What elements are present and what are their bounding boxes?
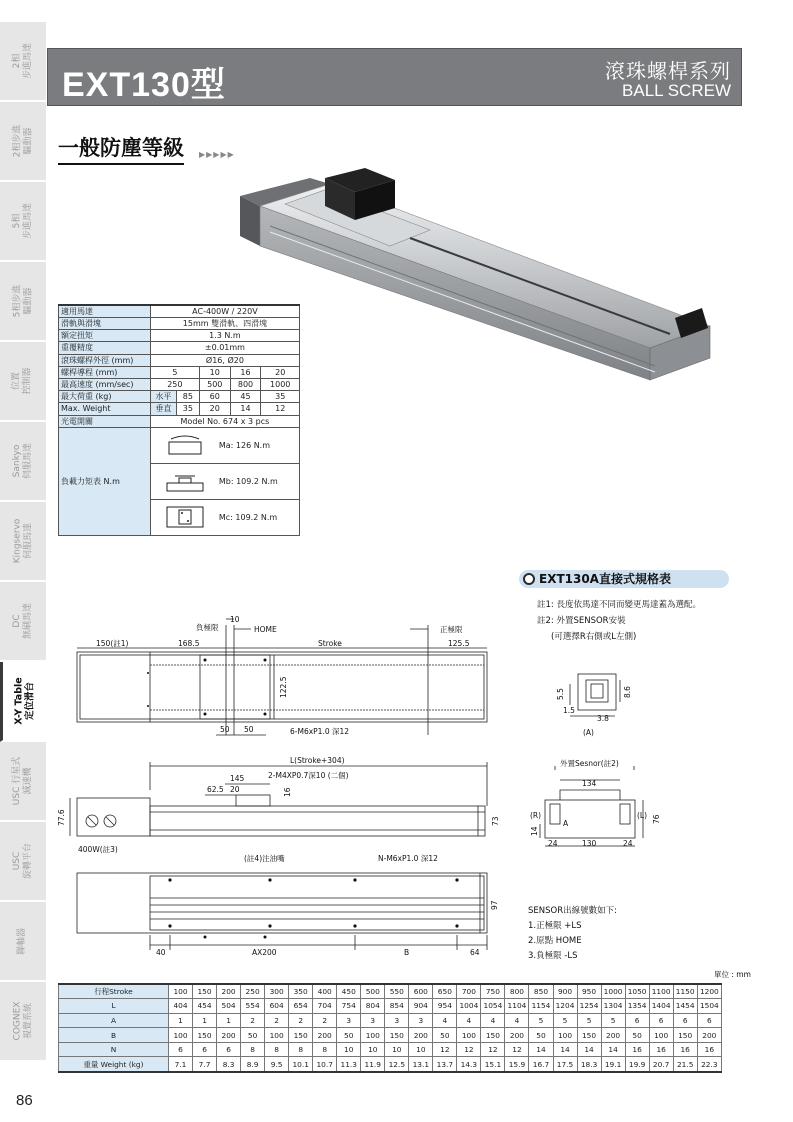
spec-value: 5 xyxy=(150,366,199,378)
stroke-table-cell: 954 xyxy=(433,999,457,1014)
label-A: (A) xyxy=(583,728,594,737)
dim-m6-top: 6-M6xP1.0 深12 xyxy=(290,727,350,736)
stroke-table-cell: 19.1 xyxy=(601,1057,625,1072)
spec-label: 滾珠螺桿外徑 (mm) xyxy=(59,354,151,366)
side-tab-label: Kingservo 伺服馬達 xyxy=(11,518,33,564)
stroke-table-cell: 650 xyxy=(433,984,457,999)
stroke-table-cell: 700 xyxy=(457,984,481,999)
stroke-table-cell: 6 xyxy=(169,1042,193,1057)
spec-value: 800 xyxy=(230,378,261,390)
stroke-table-cell: 2 xyxy=(265,1013,289,1028)
stroke-table-cell: 100 xyxy=(169,1028,193,1043)
label-grease: (註4)注油嘴 xyxy=(244,854,285,863)
stroke-table-cell: 1104 xyxy=(505,999,529,1014)
stroke-table-cell: 3 xyxy=(385,1013,409,1028)
dim-8-6: 8.6 xyxy=(623,686,632,698)
stroke-table-cell: 2 xyxy=(289,1013,313,1028)
stroke-table-cell: 13.1 xyxy=(409,1057,433,1072)
stroke-table-cell: 6 xyxy=(625,1013,649,1028)
stroke-table-cell: 100 xyxy=(265,1028,289,1043)
stroke-table-cell: 5 xyxy=(601,1013,625,1028)
stroke-table-cell: 200 xyxy=(409,1028,433,1043)
side-tab-label: 5相步進 驅動器 xyxy=(11,284,33,318)
note-2-detail: (可選擇R右側或L左側) xyxy=(551,632,637,642)
stroke-table-cell: 8.9 xyxy=(241,1057,265,1072)
stroke-table-cell: 904 xyxy=(409,999,433,1014)
note-1: 註1: 長度依馬達不同而變更馬達蓋為選配。 xyxy=(537,600,701,610)
dim-130: 130 xyxy=(582,839,597,848)
series-title-cn: 滾珠螺桿系列 xyxy=(605,59,731,83)
dim-B: B xyxy=(404,948,410,957)
dim-76: 76 xyxy=(652,814,661,824)
stroke-table-cell: 5 xyxy=(553,1013,577,1028)
stroke-table-cell: 7.7 xyxy=(193,1057,217,1072)
stroke-table-cell: 12 xyxy=(505,1042,529,1057)
stroke-table-cell: 20.7 xyxy=(649,1057,673,1072)
spec-value: 60 xyxy=(199,391,230,403)
dim-97: 97 xyxy=(490,900,499,910)
stroke-table-cell: 10 xyxy=(409,1042,433,1057)
stroke-table-cell: 3 xyxy=(409,1013,433,1028)
stroke-table-cell: 150 xyxy=(193,1028,217,1043)
dim-24a: 24 xyxy=(548,839,558,848)
stroke-table-cell: 7.1 xyxy=(169,1057,193,1072)
stroke-table-cell: 1 xyxy=(217,1013,241,1028)
stroke-table-cell: 1200 xyxy=(697,984,721,999)
stroke-table-cell: 19.9 xyxy=(625,1057,649,1072)
stroke-table-label: 行程Stroke xyxy=(59,984,169,999)
spec-value: Ø16, Ø20 xyxy=(150,354,299,366)
dim-pos-limit: 正極限 xyxy=(440,625,463,634)
stroke-table-cell: 504 xyxy=(217,999,241,1014)
stroke-table-cell: 10 xyxy=(385,1042,409,1057)
spec-value: Model No. 674 x 3 pcs xyxy=(150,415,299,427)
stroke-table-cell: 150 xyxy=(385,1028,409,1043)
stroke-table-cell: 14 xyxy=(601,1042,625,1057)
side-tab-label: 位置 控制器 xyxy=(11,367,33,395)
dim-150: 150(註1) xyxy=(96,639,129,648)
spec-value: AC-400W / 220V xyxy=(150,305,299,318)
dim-3-8: 3.8 xyxy=(597,714,609,723)
note-2: 註2: 外置SENSOR安裝 xyxy=(537,616,626,626)
spec-label: 水平 xyxy=(150,391,176,403)
stroke-table-cell: 1354 xyxy=(625,999,649,1014)
stroke-table-cell: 17.5 xyxy=(553,1057,577,1072)
stroke-table-cell: 4 xyxy=(481,1013,505,1028)
side-tab-label: USC 旋轉平台 xyxy=(11,842,33,880)
stroke-table-cell: 1154 xyxy=(529,999,553,1014)
stroke-table-cell: 3 xyxy=(337,1013,361,1028)
stroke-table-cell: 12 xyxy=(433,1042,457,1057)
dim-40: 40 xyxy=(156,948,166,957)
dim-62: 62.5 xyxy=(207,785,224,794)
stroke-table-cell: 8 xyxy=(289,1042,313,1057)
stroke-table-cell: 100 xyxy=(649,1028,673,1043)
stroke-table-cell: 9.5 xyxy=(265,1057,289,1072)
stroke-table-cell: 50 xyxy=(337,1028,361,1043)
dim-neg-limit: 負極限 xyxy=(196,623,219,632)
unit-label: 單位 : mm xyxy=(714,970,751,979)
dim-5-5: 5.5 xyxy=(556,688,565,700)
stroke-table-cell: 50 xyxy=(433,1028,457,1043)
model-title: EXT130型 xyxy=(62,66,226,104)
stroke-table-cell: 11.9 xyxy=(361,1057,385,1072)
stroke-table-cell: 800 xyxy=(505,984,529,999)
stroke-table-cell: 150 xyxy=(289,1028,313,1043)
side-tab-label: USC 行星式 減速機 xyxy=(12,756,34,806)
stroke-table-cell: 5 xyxy=(577,1013,601,1028)
stroke-table-cell: 21.5 xyxy=(673,1057,697,1072)
stroke-table-cell: 1050 xyxy=(625,984,649,999)
stroke-table-cell: 50 xyxy=(529,1028,553,1043)
spec-value: 500 xyxy=(199,378,230,390)
stroke-table-cell: 4 xyxy=(505,1013,529,1028)
spec-label: 光電開關 xyxy=(59,415,151,427)
stroke-table-cell: 654 xyxy=(289,999,313,1014)
stroke-table-cell: 150 xyxy=(481,1028,505,1043)
spec-label: 垂直 xyxy=(150,403,176,415)
stroke-table-cell: 1150 xyxy=(673,984,697,999)
stroke-table-cell: 2 xyxy=(241,1013,265,1028)
spec-value: 85 xyxy=(176,391,199,403)
stroke-table-cell: 1054 xyxy=(481,999,505,1014)
label-A-side: A xyxy=(563,819,569,828)
dim-64: 64 xyxy=(470,948,480,957)
stroke-table-cell: 804 xyxy=(361,999,385,1014)
stroke-table-cell: 150 xyxy=(673,1028,697,1043)
stroke-table-cell: 250 xyxy=(241,984,265,999)
spec-value: 35 xyxy=(261,391,300,403)
stroke-table-cell: 950 xyxy=(577,984,601,999)
spec-value: 45 xyxy=(230,391,261,403)
dim-L: L(Stroke+304) xyxy=(290,756,345,765)
stroke-table-row xyxy=(59,999,722,1014)
stroke-table-cell: 6 xyxy=(193,1042,217,1057)
page-number: 86 xyxy=(16,1092,33,1109)
label-motor: 400W(註3) xyxy=(78,845,118,854)
stroke-table-cell: 150 xyxy=(193,984,217,999)
dim-77: 77.6 xyxy=(57,809,66,826)
spec-label: 螺桿導程 (mm) xyxy=(59,366,151,378)
stroke-table-cell: 6 xyxy=(217,1042,241,1057)
stroke-table-cell: 1004 xyxy=(457,999,481,1014)
dim-125: 125.5 xyxy=(448,639,470,648)
stroke-table-cell: 200 xyxy=(217,1028,241,1043)
stroke-table-cell: 4 xyxy=(457,1013,481,1028)
label-L-side: (L) xyxy=(637,811,648,820)
spec-label: Max. Weight xyxy=(59,403,151,415)
spec-value: ±0.01mm xyxy=(150,342,299,354)
stroke-table-cell: 100 xyxy=(361,1028,385,1043)
side-tab-label: 5相 步進馬達 xyxy=(11,202,33,240)
stroke-table-row xyxy=(59,1042,722,1057)
stroke-table-cell: 854 xyxy=(385,999,409,1014)
stroke-table-cell: 12 xyxy=(457,1042,481,1057)
dim-50a: 50 xyxy=(220,725,230,734)
spec-value: 250 xyxy=(150,378,199,390)
spec-value: 20 xyxy=(199,403,230,415)
stroke-table-cell: 500 xyxy=(361,984,385,999)
stroke-table-cell: 900 xyxy=(553,984,577,999)
stroke-table-cell: 8.3 xyxy=(217,1057,241,1072)
side-tab-label: Sankyo 伺服馬達 xyxy=(11,442,33,480)
stroke-table-cell: 16.7 xyxy=(529,1057,553,1072)
stroke-table-cell: 15.9 xyxy=(505,1057,529,1072)
stroke-table-cell: 8 xyxy=(265,1042,289,1057)
stroke-table-cell: 14 xyxy=(577,1042,601,1057)
spec-label: 最大荷重 (kg) xyxy=(59,391,151,403)
stroke-table-cell: 350 xyxy=(289,984,313,999)
spec-value: 1000 xyxy=(261,378,300,390)
spec-value: 35 xyxy=(176,403,199,415)
stroke-table-label: N xyxy=(59,1042,169,1057)
dim-134: 134 xyxy=(582,779,597,788)
stroke-table-cell: 554 xyxy=(241,999,265,1014)
stroke-table-cell: 16 xyxy=(625,1042,649,1057)
dim-168: 168.5 xyxy=(178,639,200,648)
stroke-table-cell: 100 xyxy=(553,1028,577,1043)
stroke-table-cell: 1000 xyxy=(601,984,625,999)
spec-label: 適用馬達 xyxy=(59,305,151,318)
stroke-table-cell: 200 xyxy=(505,1028,529,1043)
sensor-output-item: 3.負極限 -LS xyxy=(528,951,578,961)
stroke-table-label: 重量 Weight (kg) xyxy=(59,1057,169,1072)
stroke-table-cell: 4 xyxy=(433,1013,457,1028)
spec-value: 14 xyxy=(230,403,261,415)
stroke-table-cell: 3 xyxy=(361,1013,385,1028)
stroke-table-cell: 14 xyxy=(529,1042,553,1057)
stroke-table-cell: 12 xyxy=(481,1042,505,1057)
stroke-table-cell: 50 xyxy=(241,1028,265,1043)
moment-ma-value: Ma: 126 N.m xyxy=(218,440,271,450)
stroke-table-cell: 100 xyxy=(457,1028,481,1043)
stroke-table-cell: 1504 xyxy=(697,999,721,1014)
ext130a-title-text: EXT130A直接式規格表 xyxy=(539,572,671,586)
dim-24b: 24 xyxy=(623,839,633,848)
dim-20: 20 xyxy=(230,785,240,794)
stroke-table-cell: 15.1 xyxy=(481,1057,505,1072)
dim-16: 16 xyxy=(283,787,292,797)
arrow-decoration: ▶▶▶▶▶ xyxy=(199,150,235,159)
stroke-table-cell: 1 xyxy=(169,1013,193,1028)
spec-value: 15mm 雙滑軌、四滑塊 xyxy=(150,318,299,330)
side-tab-label: X-Y Table 定位滑台 xyxy=(13,677,36,725)
moment-mb-value: Mb: 109.2 N.m xyxy=(218,476,278,486)
dim-m6-bot: N-M6xP1.0 深12 xyxy=(378,854,438,863)
side-tab-label: DC 無刷馬達 xyxy=(11,602,33,640)
stroke-table-cell: 16 xyxy=(697,1042,721,1057)
stroke-table-cell: 6 xyxy=(649,1013,673,1028)
sensor-output-title: SENSOR出線號數如下: xyxy=(528,906,617,916)
side-tab-label: 2相 步進馬達 xyxy=(11,42,33,80)
spec-value: 1.3 N.m xyxy=(150,330,299,342)
grade-title: 一般防塵等級 xyxy=(58,132,184,165)
dim-122: 122.5 xyxy=(279,676,288,698)
side-tab-label: COGNEX 視覺系統 xyxy=(12,1001,33,1041)
spec-value: 16 xyxy=(230,366,261,378)
stroke-table-cell: 1 xyxy=(193,1013,217,1028)
stroke-table-cell: 1404 xyxy=(649,999,673,1014)
sensor-output-item: 1.正極限 +LS xyxy=(528,921,582,931)
dim-10: 10 xyxy=(230,615,240,624)
stroke-table-cell: 12.5 xyxy=(385,1057,409,1072)
spec-label: 最高速度 (mm/sec) xyxy=(59,378,151,390)
stroke-table-cell: 18.3 xyxy=(577,1057,601,1072)
dim-m4: 2-M4XP0.7深10 (二個) xyxy=(268,771,349,780)
stroke-table-cell: 200 xyxy=(601,1028,625,1043)
stroke-table-label: B xyxy=(59,1028,169,1043)
stroke-table-row xyxy=(59,1013,722,1028)
stroke-table-cell: 100 xyxy=(169,984,193,999)
stroke-table-cell: 16 xyxy=(673,1042,697,1057)
stroke-table-cell: 16 xyxy=(649,1042,673,1057)
stroke-table-cell: 6 xyxy=(697,1013,721,1028)
stroke-table-cell: 10 xyxy=(361,1042,385,1057)
stroke-table-cell: 600 xyxy=(409,984,433,999)
stroke-table-cell: 14 xyxy=(553,1042,577,1057)
side-tab-label: 2相步進 驅動器 xyxy=(11,124,33,158)
stroke-table-cell: 604 xyxy=(265,999,289,1014)
dim-ax200: AX200 xyxy=(252,948,277,957)
spec-value: 10 xyxy=(199,366,230,378)
stroke-table-cell: 754 xyxy=(337,999,361,1014)
spec-value: 12 xyxy=(261,403,300,415)
stroke-table-row xyxy=(59,984,722,999)
stroke-table-cell: 8 xyxy=(313,1042,337,1057)
stroke-table-cell: 8 xyxy=(241,1042,265,1057)
stroke-table-label: L xyxy=(59,999,169,1014)
stroke-table-row xyxy=(59,1028,722,1043)
stroke-table-cell: 22.3 xyxy=(697,1057,721,1072)
stroke-table-cell: 200 xyxy=(313,1028,337,1043)
spec-label: 負載力矩表 N.m xyxy=(59,427,151,535)
stroke-table-cell: 850 xyxy=(529,984,553,999)
spec-label: 重覆精度 xyxy=(59,342,151,354)
spec-label: 額定扭矩 xyxy=(59,330,151,342)
stroke-table-cell: 150 xyxy=(577,1028,601,1043)
stroke-table-cell: 1254 xyxy=(577,999,601,1014)
label-R: (R) xyxy=(530,811,542,820)
spec-value: 20 xyxy=(261,366,300,378)
stroke-table-cell: 5 xyxy=(529,1013,553,1028)
stroke-table-cell: 200 xyxy=(217,984,241,999)
stroke-table-cell: 300 xyxy=(265,984,289,999)
stroke-table-cell: 1304 xyxy=(601,999,625,1014)
dim-14: 14 xyxy=(530,826,539,836)
stroke-table-cell: 1204 xyxy=(553,999,577,1014)
stroke-table-cell: 550 xyxy=(385,984,409,999)
stroke-table-cell: 400 xyxy=(313,984,337,999)
stroke-table-cell: 10.7 xyxy=(313,1057,337,1072)
stroke-table-cell: 11.3 xyxy=(337,1057,361,1072)
series-title-en: BALL SCREW xyxy=(622,81,731,100)
spec-label: 滑軌與滑塊 xyxy=(59,318,151,330)
stroke-table xyxy=(58,983,722,1073)
dim-73: 73 xyxy=(491,816,500,826)
stroke-table-cell: 454 xyxy=(193,999,217,1014)
stroke-table-cell: 450 xyxy=(337,984,361,999)
stroke-table-row xyxy=(59,1057,722,1072)
moment-mc-value: Mc: 109.2 N.m xyxy=(218,512,278,522)
stroke-table-cell: 404 xyxy=(169,999,193,1014)
stroke-table-cell: 1454 xyxy=(673,999,697,1014)
stroke-table-cell: 10.1 xyxy=(289,1057,313,1072)
stroke-table-cell: 6 xyxy=(673,1013,697,1028)
dim-145: 145 xyxy=(230,774,245,783)
stroke-table-cell: 704 xyxy=(313,999,337,1014)
stroke-table-cell: 10 xyxy=(337,1042,361,1057)
dim-1-5: 1.5 xyxy=(563,706,575,715)
sensor-output xyxy=(528,904,617,964)
stroke-table-cell: 14.3 xyxy=(457,1057,481,1072)
stroke-table-cell: 13.7 xyxy=(433,1057,457,1072)
stroke-table-label: A xyxy=(59,1013,169,1028)
dim-home: HOME xyxy=(254,625,277,634)
stroke-table-cell: 750 xyxy=(481,984,505,999)
sensor-output-item: 2.原點 HOME xyxy=(528,936,582,946)
stroke-table-cell: 200 xyxy=(697,1028,721,1043)
stroke-table-cell: 1100 xyxy=(649,984,673,999)
stroke-table-cell: 2 xyxy=(313,1013,337,1028)
dim-stroke: Stroke xyxy=(318,639,342,648)
side-tab-label: 聯軸器 xyxy=(17,927,28,955)
stroke-table-cell: 50 xyxy=(625,1028,649,1043)
label-ext-sensor: 外置Sesnor(註2) xyxy=(560,759,619,768)
dim-50b: 50 xyxy=(244,725,254,734)
